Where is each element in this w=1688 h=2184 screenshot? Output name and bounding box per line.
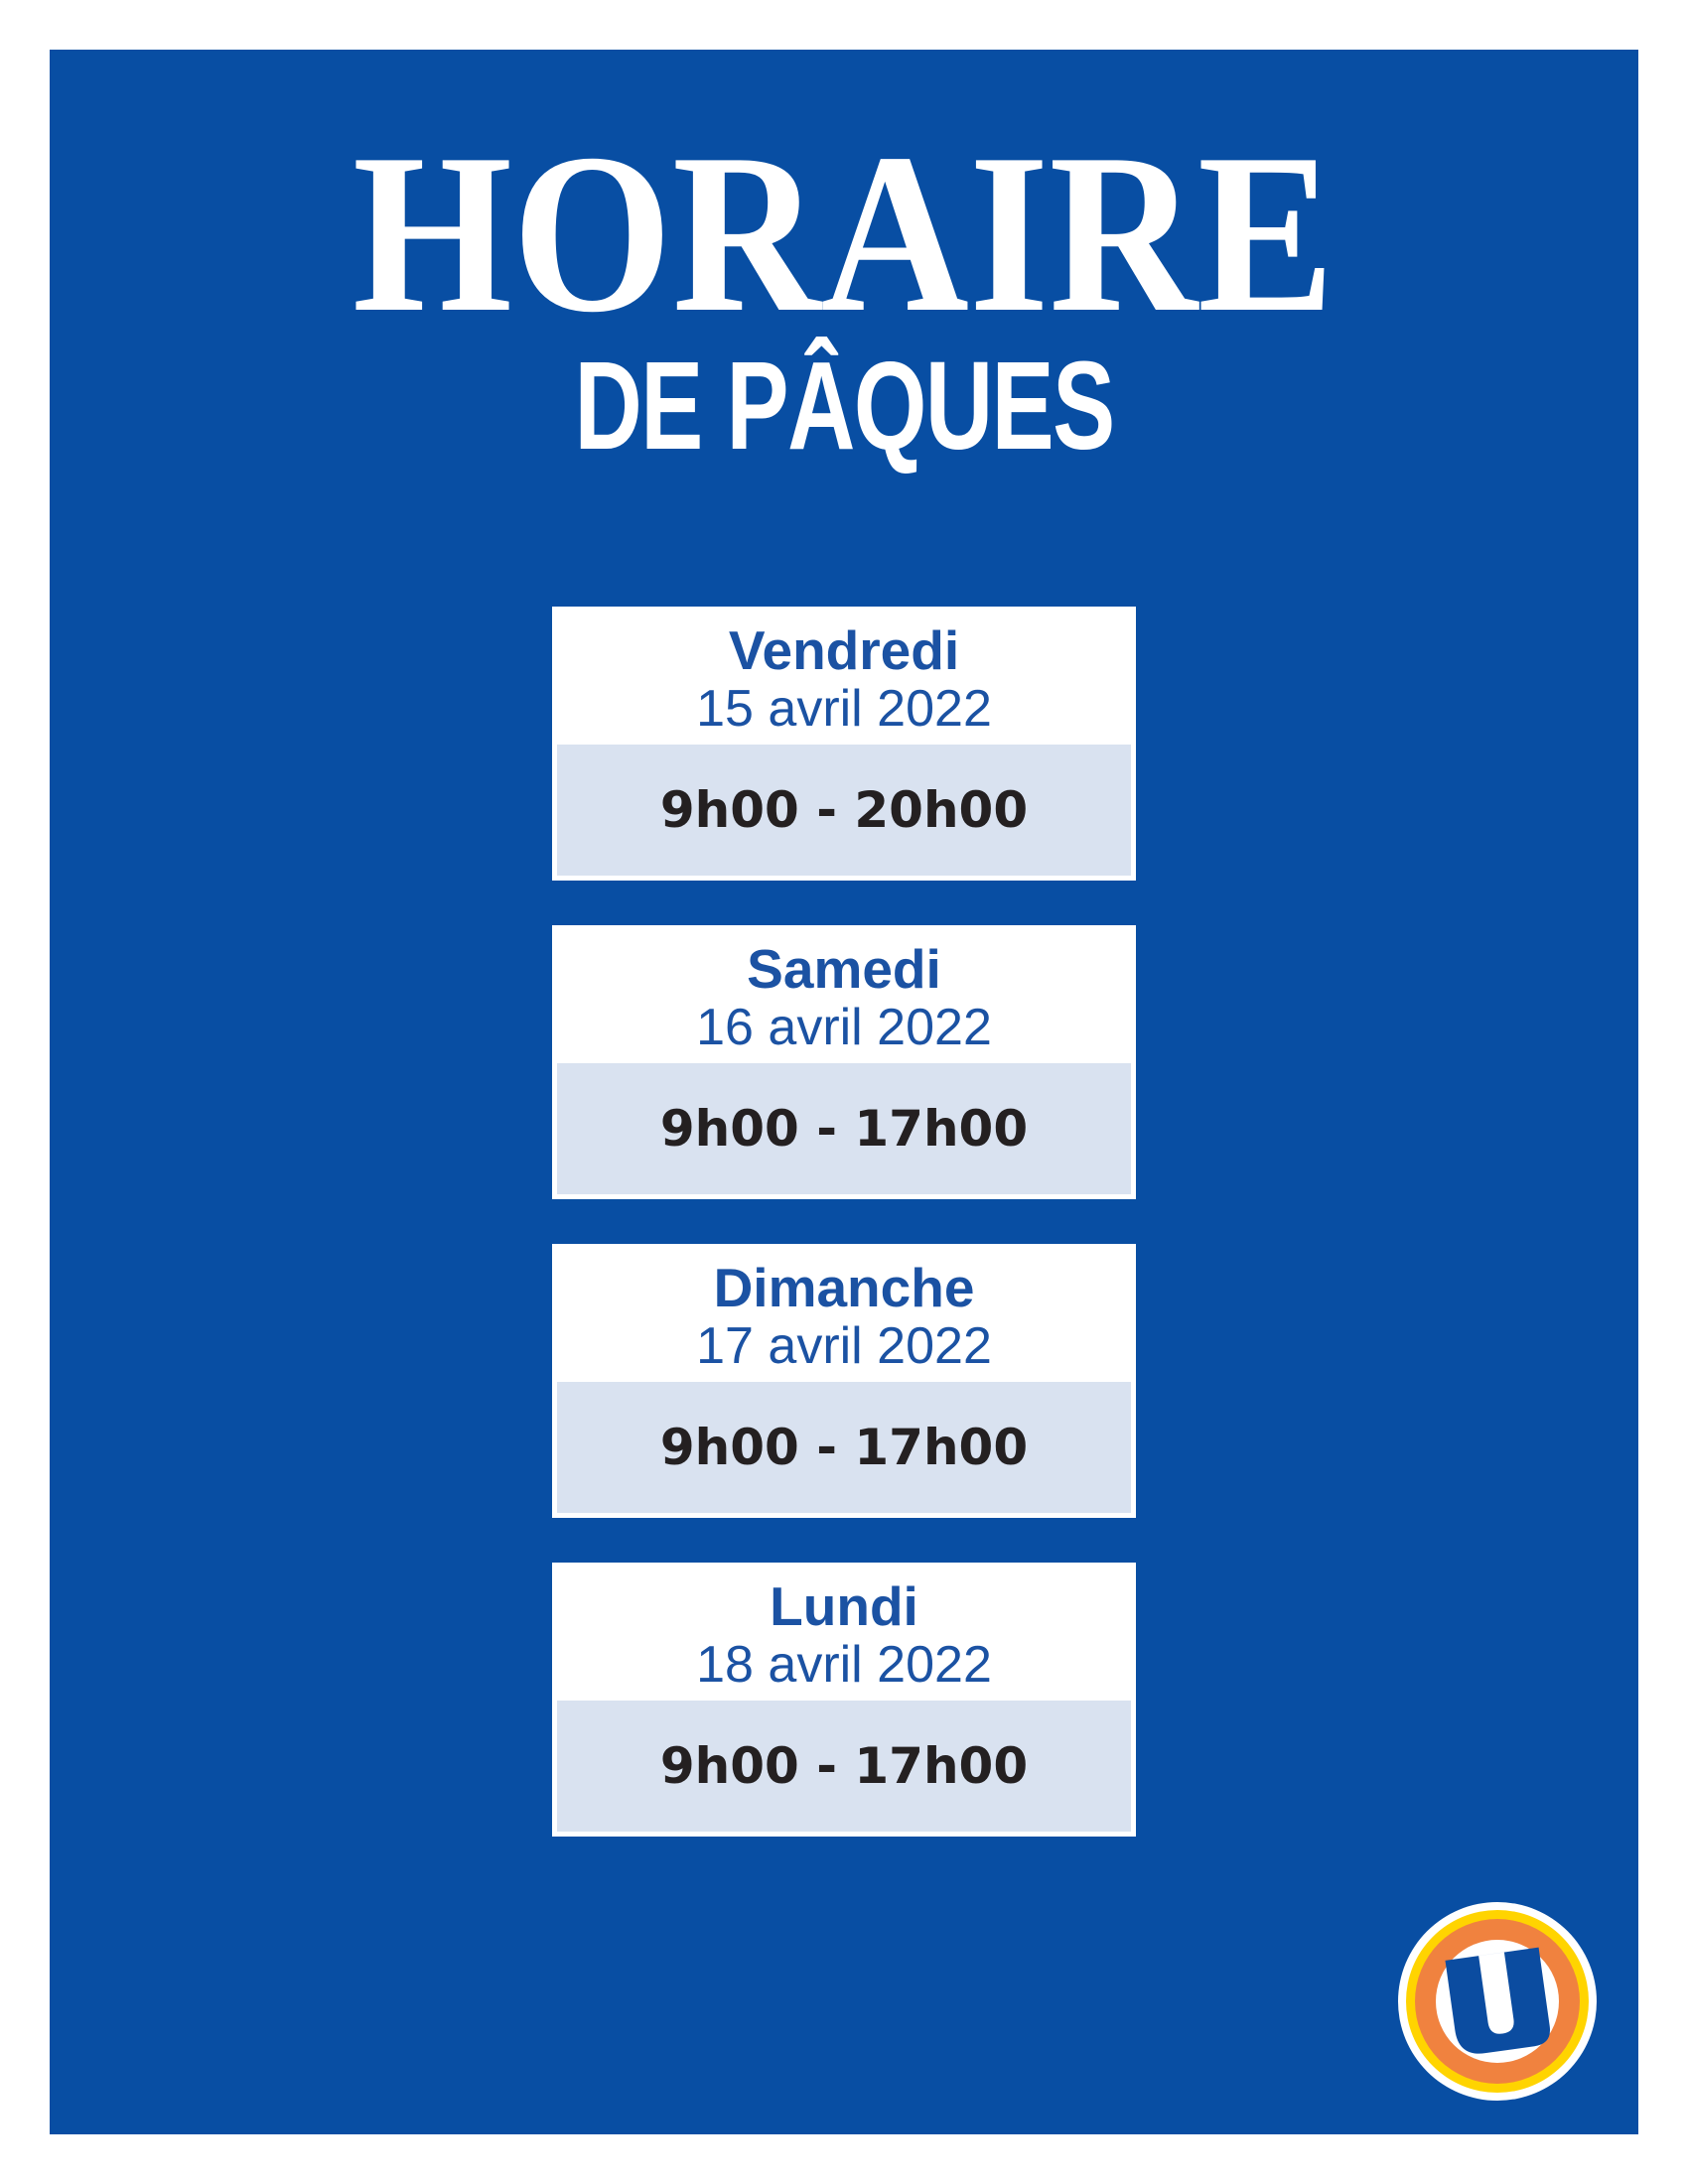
card-hours-section [557,1701,1131,1832]
uniprix-logo [1398,1902,1597,2101]
card-day-section [557,1249,1131,1382]
day-label: Samedi [747,938,941,1000]
schedule-card-friday [552,607,1136,881]
hours-label: 9h00 - 17h00 [659,1419,1029,1476]
card-hours-section [557,1382,1131,1513]
date-label: 16 avril 2022 [696,999,992,1056]
day-label: Dimanche [713,1257,975,1318]
date-label: 15 avril 2022 [696,680,992,738]
schedule-list [552,607,1136,1881]
card-day-section [557,1568,1131,1701]
poster-background [50,50,1638,2134]
poster-subtitle-text: DE PÂQUES [574,336,1114,476]
day-label: Vendredi [728,619,960,681]
hours-label: 9h00 - 20h00 [659,781,1029,839]
date-label: 17 avril 2022 [696,1317,992,1375]
poster-title-text: HORAIRE [352,106,1336,359]
poster-title [50,106,1638,359]
schedule-card-sunday [552,1244,1136,1518]
card-hours-section [557,745,1131,876]
schedule-card-monday [552,1563,1136,1837]
day-label: Lundi [770,1575,918,1637]
card-day-section [557,612,1131,745]
date-label: 18 avril 2022 [696,1636,992,1694]
hours-label: 9h00 - 17h00 [659,1737,1029,1795]
poster-subtitle [50,336,1638,476]
hours-label: 9h00 - 17h00 [659,1100,1029,1158]
u-logo-icon [1398,1902,1597,2101]
schedule-card-saturday [552,925,1136,1199]
card-day-section [557,930,1131,1063]
card-hours-section [557,1063,1131,1194]
